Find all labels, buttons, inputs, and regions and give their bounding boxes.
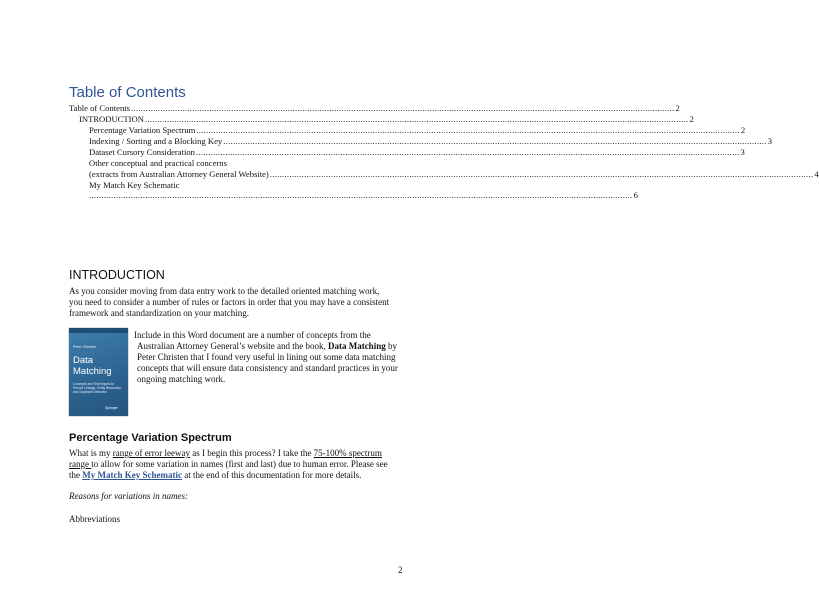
toc-leader-dots: .............................................................................................................................................................................................................................. xyxy=(223,136,767,146)
book-cover-author: Peter Christen xyxy=(73,345,96,349)
toc-entry-label: Indexing / Sorting and a Blocking Key xyxy=(89,136,223,146)
toc-page-number: 2 xyxy=(689,114,694,124)
toc-entry-table-of-contents[interactable] xyxy=(69,103,680,114)
book-paragraph-line-3: Peter Christen that I found very useful in lining out some data matching xyxy=(137,352,396,362)
toc-page-number: 3 xyxy=(767,136,773,146)
toc-entry-attorney-extracts[interactable] xyxy=(89,169,819,180)
book-paragraph-text: Australian Attorney General’s website and the book, xyxy=(137,341,328,351)
toc-entry-label: Dataset Cursory Consideration xyxy=(89,147,195,157)
toc-leader-dots: .............................................................................................................................................................................................................................. xyxy=(144,114,689,124)
book-cover-title-2: Matching xyxy=(73,366,112,377)
match-key-schematic-link[interactable]: My Match Key Schematic xyxy=(82,470,182,480)
pvs-text: as I begin this process? I take the xyxy=(189,448,314,458)
toc-page-number: 4 xyxy=(814,169,819,179)
toc-heading: Table of Contents xyxy=(69,84,186,101)
pvs-paragraph-line-3 xyxy=(69,470,361,481)
toc-page-number: 3 xyxy=(740,147,745,157)
toc-entry-other-concerns[interactable]: Other conceptual and practical concerns xyxy=(89,158,227,168)
pvs-text: to allow for some variation in names (first and last) due to human error. Please see xyxy=(91,459,388,469)
spectrum-range-link[interactable]: range xyxy=(69,459,92,469)
book-cover-subtitle: Concepts and Techniques for Record Linkage, Entity Resolution, and Duplicate Detection xyxy=(73,382,122,394)
toc-leader-dots: .............................................................................................................................................................................................................................. xyxy=(195,147,740,157)
pvs-text: at the end of this documentation for more details. xyxy=(181,470,362,480)
book-cover-title-1: Data xyxy=(73,355,94,366)
percentage-variation-heading: Percentage Variation Spectrum xyxy=(69,432,232,444)
toc-entry-label: INTRODUCTION xyxy=(79,114,144,124)
book-title-bold: Data Matching xyxy=(327,341,386,351)
toc-leader-dots: .............................................................................................................................................................................................................................. xyxy=(89,190,633,200)
book-paragraph-text-end: by xyxy=(385,341,397,351)
book-cover-band xyxy=(69,328,128,333)
toc-entry-label: (extracts from Australian Attorney General Website) xyxy=(89,169,269,179)
toc-page-number: 2 xyxy=(740,125,746,135)
toc-leader-dots: .............................................................................................................................................................................................................................. xyxy=(130,103,675,113)
toc-entry-match-key[interactable]: My Match Key Schematic xyxy=(89,180,180,190)
intro-paragraph-line-1: As you consider moving from data entry work to the detailed oriented matching work, xyxy=(69,286,380,296)
book-cover-publisher: Springer xyxy=(105,406,118,410)
pvs-text: What is my xyxy=(69,448,113,458)
intro-paragraph-line-2: you need to consider a number of rules or factors in order that you may have a consistent xyxy=(69,297,390,307)
intro-paragraph-line-3: framework and standardization on your matching. xyxy=(69,308,249,318)
toc-entry-indexing-sorting[interactable] xyxy=(89,136,773,147)
pvs-paragraph-line-2 xyxy=(69,459,388,470)
toc-leader-dots: .............................................................................................................................................................................................................................. xyxy=(196,125,740,135)
toc-entry-percentage-variation[interactable] xyxy=(89,125,746,136)
toc-entry-label: Percentage Variation Spectrum xyxy=(89,125,196,135)
toc-entry-introduction[interactable] xyxy=(79,114,694,125)
error-leeway-link[interactable]: range of error leeway xyxy=(112,448,190,458)
toc-entry-label: Table of Contents xyxy=(69,103,130,113)
abbreviations-label: Abbreviations xyxy=(69,514,120,524)
book-paragraph-line-4: concepts that will ensure data consistency and standard practices in your xyxy=(137,363,398,373)
introduction-heading: INTRODUCTION xyxy=(69,268,165,282)
book-paragraph-line-1: Include in this Word document are a number of concepts from the xyxy=(134,330,371,340)
toc-leader-dots: .............................................................................................................................................................................................................................. xyxy=(269,169,814,179)
book-paragraph-line-5: ongoing matching work. xyxy=(137,374,226,384)
book-cover-image xyxy=(69,328,128,416)
spectrum-link[interactable]: 75-100% spectrum xyxy=(313,448,382,458)
toc-page-number: 6 xyxy=(633,190,638,200)
pvs-paragraph-line-1 xyxy=(69,448,382,459)
toc-entry-match-key-page[interactable] xyxy=(89,190,638,201)
toc-entry-dataset-cursory[interactable] xyxy=(89,147,745,158)
reasons-for-variations: Reasons for variations in names: xyxy=(69,491,188,501)
pvs-text: the xyxy=(69,470,83,480)
page-number: 2 xyxy=(398,565,403,575)
book-paragraph-line-2 xyxy=(137,341,397,352)
toc-page-number: 2 xyxy=(675,103,680,113)
